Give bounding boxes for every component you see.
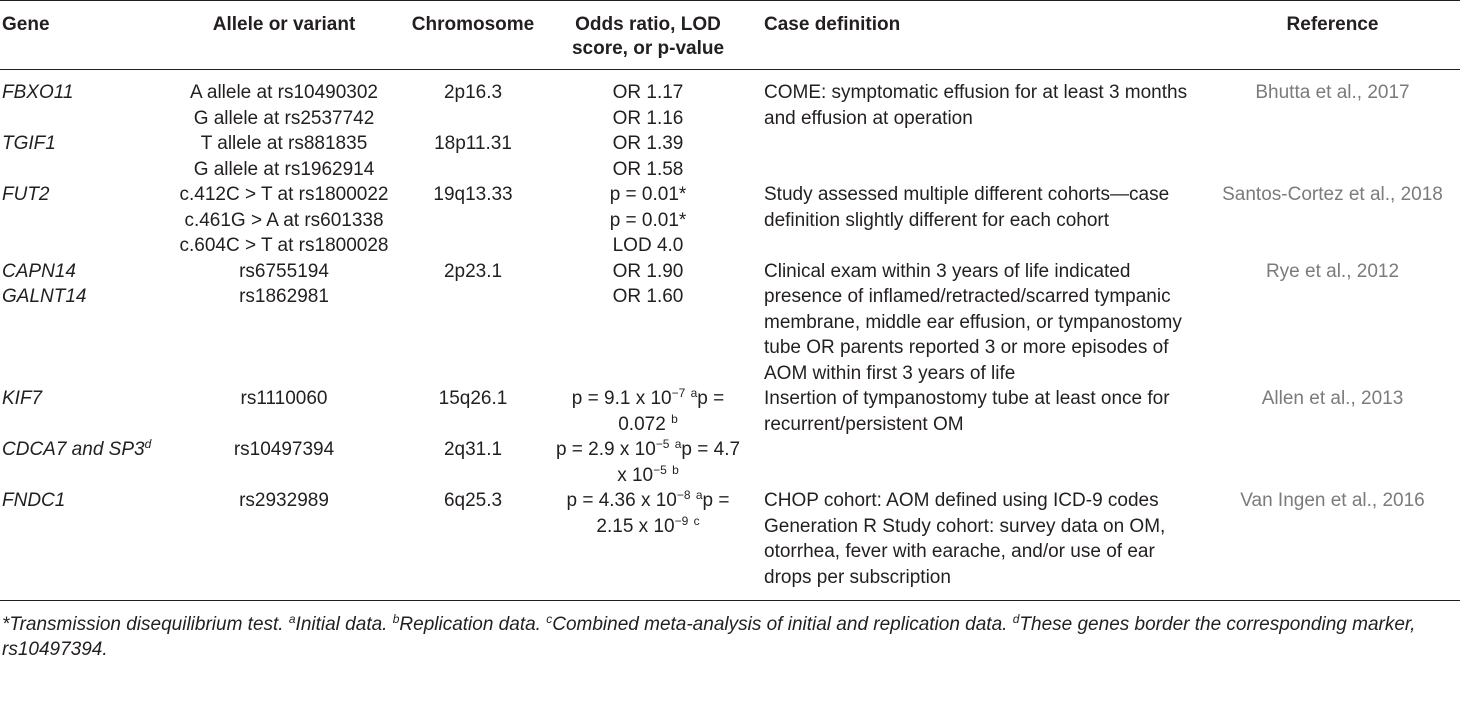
- stat-line: OR 1.39: [612, 133, 684, 154]
- reference-cell: Santos-Cortez et al., 2018: [1222, 184, 1443, 205]
- allele-line: c.412C > T at rs1800022: [179, 184, 389, 205]
- allele-line: G allele at rs1962914: [193, 158, 375, 180]
- chromosome-cell: 2p23.1: [443, 260, 503, 282]
- gene-cell: FNDC1: [2, 490, 66, 511]
- header-odds-line2: score, or p-value: [571, 38, 725, 59]
- gene-cell: [0, 259, 170, 387]
- footnote-text: *Transmission disequilibrium test.: [2, 614, 289, 635]
- allele-cell: rs10497394: [233, 439, 335, 460]
- stat-cell: [548, 131, 748, 182]
- chromosome-cell: 18p11.31: [434, 133, 512, 154]
- table-header: [0, 1, 1460, 70]
- header-odds: [548, 1, 748, 70]
- footnote-marker: b: [392, 612, 400, 626]
- footnote-marker: b: [671, 411, 678, 426]
- allele-cell: [170, 259, 398, 387]
- footnote-marker: a: [695, 488, 703, 502]
- gene-cell: KIF7: [2, 388, 43, 409]
- exponent: −5: [653, 462, 667, 477]
- gene-cell: [0, 437, 170, 488]
- allele-line: A allele at rs10490302: [189, 82, 379, 103]
- exponent: −5: [655, 437, 670, 451]
- table-row: [0, 70, 1460, 132]
- header-gene: Gene: [2, 14, 50, 35]
- allele-line: rs6755194: [239, 260, 329, 282]
- stat-cell: [548, 259, 748, 387]
- table-row: [0, 437, 1460, 488]
- stat-line: OR 1.90: [612, 260, 684, 282]
- allele-line: c.604C > T at rs1800028: [179, 235, 389, 256]
- p-value-replication: p = 0.072: [618, 388, 725, 435]
- allele-cell: [170, 131, 398, 182]
- table-row: [0, 386, 1460, 437]
- header-allele: Allele or variant: [212, 14, 356, 35]
- table-row: [0, 488, 1460, 601]
- gene-cell: FUT2: [2, 184, 50, 205]
- footnote-marker: c: [546, 612, 553, 626]
- stat-line: LOD 4.0: [612, 235, 684, 256]
- chromosome-cell: 19q13.33: [433, 184, 513, 205]
- stat-line: OR 1.60: [612, 286, 684, 307]
- case-definition-cell: Clinical exam within 3 years of life indicated presence of inflamed/retracted/scarred tympanic membrane, middle ear effusion, or tympanostomy tube OR parents reported 3 or more episodes of AOM within first 3 years of life: [764, 260, 1182, 384]
- reference-cell: Bhutta et al., 2017: [1255, 82, 1410, 103]
- stat-cell: [548, 386, 748, 437]
- allele-cell: [170, 182, 398, 259]
- p-value-initial: p = 2.9 x 10: [555, 439, 656, 460]
- stat-line: OR 1.16: [612, 107, 684, 129]
- exponent: −7: [671, 386, 686, 400]
- footnote-text: These genes border the corresponding marker, rs10497394.: [2, 614, 1416, 660]
- chromosome-cell: 6q25.3: [443, 490, 503, 511]
- table-row: [0, 259, 1460, 387]
- table-row: [0, 131, 1460, 182]
- header-case: Case definition: [764, 14, 901, 35]
- case-definition-cell: COME: symptomatic effusion for at least 3 months and effusion at operation: [764, 82, 1188, 129]
- allele-cell: [170, 70, 398, 132]
- stat-cell: [548, 182, 748, 259]
- stat-cell: [548, 437, 748, 488]
- gene-name: CDCA7 and SP3: [2, 439, 145, 460]
- p-value-initial: p = 9.1 x 10: [571, 388, 672, 409]
- gene-line: CAPN14: [2, 260, 76, 282]
- chromosome-cell: 2q31.1: [443, 439, 503, 460]
- table-row: [0, 182, 1460, 259]
- p-value-replication: p = 4.7 x 10: [617, 439, 741, 486]
- table-footnote: [0, 601, 1456, 662]
- allele-cell: rs1110060: [240, 388, 328, 409]
- allele-line: G allele at rs2537742: [193, 107, 375, 129]
- p-value-combined: p = 2.15 x 10: [596, 490, 730, 537]
- exponent: −8: [676, 488, 691, 502]
- reference-cell: [1205, 131, 1460, 182]
- case-definition-cell: CHOP cohort: AOM defined using ICD-9 codes Generation R Study cohort: survey data on OM, otorrhea, fever with earache, and/or use of ear drops per subscription: [764, 490, 1166, 588]
- header-reference: Reference: [1286, 14, 1379, 35]
- exponent: −9: [674, 513, 689, 528]
- footnote-marker: d: [144, 437, 152, 451]
- footnote-marker: a: [288, 612, 296, 626]
- stat-line: p = 0.01*: [609, 209, 687, 231]
- footnote-text: Combined meta-analysis of initial and replication data.: [552, 614, 1013, 635]
- stat-cell: [548, 488, 748, 601]
- header-odds-line1: Odds ratio, LOD: [575, 14, 721, 35]
- allele-line: T allele at rs881835: [200, 133, 368, 154]
- stat-cell: [548, 70, 748, 132]
- allele-line: rs1862981: [239, 286, 329, 307]
- footnote-marker: d: [1012, 612, 1020, 626]
- allele-cell: rs2932989: [239, 490, 329, 511]
- footnote-marker: c: [693, 513, 700, 528]
- header-chromosome: Chromosome: [411, 14, 535, 35]
- stat-line: OR 1.58: [612, 158, 684, 180]
- gene-cell: TGIF1: [2, 133, 56, 154]
- reference-cell: Van Ingen et al., 2016: [1240, 490, 1425, 511]
- footnote-text: Initial data.: [295, 614, 393, 635]
- reference-cell: Allen et al., 2013: [1261, 388, 1404, 409]
- footnote-text: Replication data.: [399, 614, 547, 635]
- stat-line: p = 0.01*: [609, 184, 687, 205]
- reference-cell: Rye et al., 2012: [1265, 260, 1400, 282]
- table-body: [0, 70, 1460, 601]
- case-definition-cell: [748, 437, 1205, 488]
- chromosome-cell: 15q26.1: [438, 388, 508, 409]
- footnote-marker: a: [690, 386, 698, 400]
- stat-line: OR 1.17: [612, 82, 684, 103]
- allele-line: c.461G > A at rs601338: [184, 209, 384, 231]
- footnote-marker: a: [674, 437, 682, 451]
- p-value-initial: p = 4.36 x 10: [566, 490, 677, 511]
- gene-line: GALNT14: [2, 286, 87, 307]
- chromosome-cell: 2p16.3: [443, 82, 503, 103]
- case-definition-cell: Insertion of tympanostomy tube at least once for recurrent/persistent OM: [764, 388, 1170, 435]
- case-definition-cell: Study assessed multiple different cohorts—case definition slightly different for each cohort: [764, 184, 1170, 231]
- reference-cell: [1205, 437, 1460, 488]
- gene-cell: FBXO11: [2, 82, 74, 103]
- case-definition-cell: [748, 131, 1205, 182]
- footnote-marker: b: [672, 462, 679, 477]
